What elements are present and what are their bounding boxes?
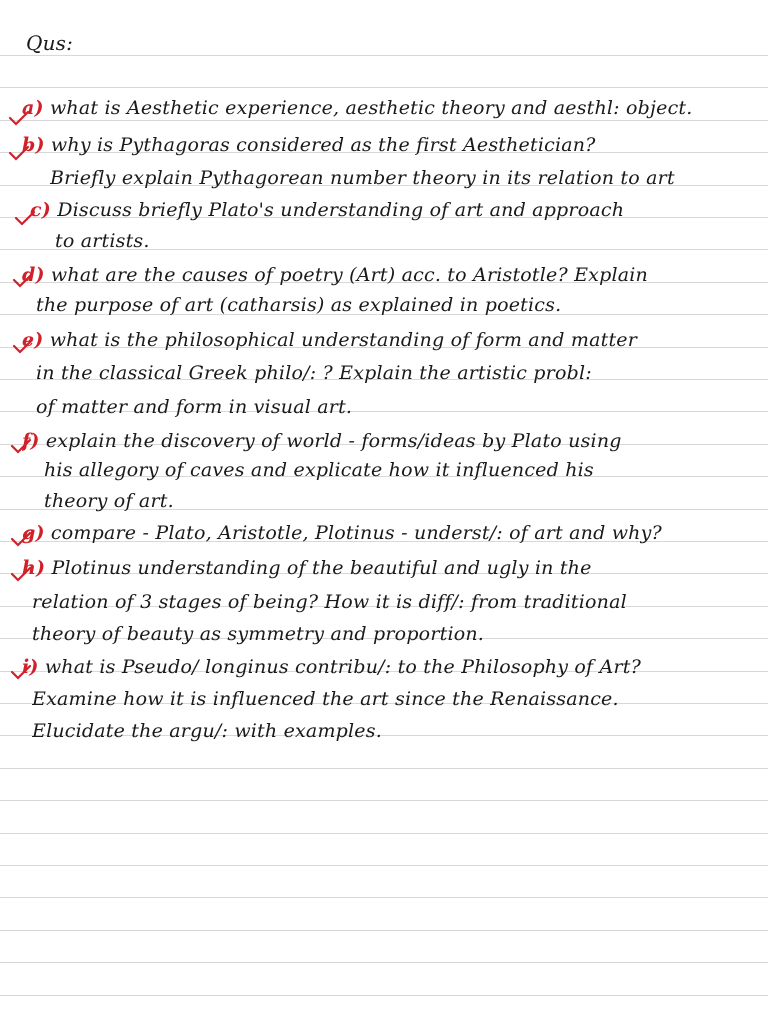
question-text: what is Aesthetic experience, aesthetic theory and aesthl: object. [43, 97, 693, 119]
check-mark-icon [10, 438, 32, 454]
question-i-line-1 [22, 654, 768, 680]
question-text: explain the discovery of world - forms/ideas by Plato using [39, 430, 622, 452]
question-d-line-1 [22, 262, 768, 288]
check-mark-icon [8, 110, 30, 126]
question-f-line-1 [22, 428, 768, 454]
question-marker: d) [22, 264, 45, 286]
question-text: the purpose of art (catharsis) as explained in poetics. [36, 294, 562, 316]
question-marker: h) [22, 557, 46, 579]
question-c-line-1 [30, 197, 768, 223]
question-text: compare - Plato, Aristotle, Plotinus - underst/: of art and why? [44, 522, 662, 544]
question-text: what is the philosophical understanding of form and matter [43, 329, 638, 351]
question-text: in the classical Greek philo/: ? Explain the artistic probl: [36, 362, 592, 384]
question-text: Briefly explain Pythagorean number theory in its relation to art [50, 167, 675, 189]
question-text: to artists. [55, 230, 150, 252]
question-marker: b) [22, 134, 45, 156]
page-heading: Qus: [26, 31, 74, 55]
check-mark-icon [10, 531, 32, 547]
question-marker: g) [22, 522, 45, 544]
question-text: what is Pseudo/ longinus contribu/: to the Philosophy of Art? [38, 656, 641, 678]
question-marker: i) [22, 656, 39, 678]
ruled-line [0, 995, 768, 996]
ruled-line [0, 800, 768, 801]
question-marker: a) [22, 97, 44, 119]
question-i-line-3 [32, 718, 768, 744]
question-marker: f) [22, 430, 40, 452]
question-h-line-3 [32, 621, 768, 647]
question-marker: c) [30, 199, 51, 221]
check-mark-icon [8, 145, 30, 161]
check-mark-icon [10, 566, 32, 582]
question-f-line-2 [44, 457, 768, 483]
ruled-line [0, 768, 768, 769]
question-text: Discuss briefly Plato's understanding of art and approach [50, 199, 625, 221]
question-c-line-2 [55, 228, 768, 254]
question-text: Plotinus understanding of the beautiful and ugly in the [45, 557, 592, 579]
check-mark-icon [10, 664, 32, 680]
question-g-line-1 [22, 520, 768, 546]
question-f-line-3 [44, 488, 768, 514]
question-e-line-1 [22, 327, 768, 353]
question-b-line-1 [22, 132, 768, 158]
question-text: Elucidate the argu/: with examples. [32, 720, 382, 742]
check-mark-icon [14, 210, 36, 226]
question-h-line-2 [32, 589, 768, 615]
question-h-line-1 [22, 555, 768, 581]
question-e-line-3 [36, 394, 768, 420]
question-d-line-2 [36, 292, 768, 318]
question-i-line-2 [32, 686, 768, 712]
question-text: of matter and form in visual art. [36, 396, 353, 418]
check-mark-icon [12, 338, 34, 354]
question-e-line-2 [36, 360, 768, 386]
question-text: Examine how it is influenced the art since the Renaissance. [32, 688, 619, 710]
ruled-line [0, 833, 768, 834]
ruled-line [0, 87, 768, 88]
question-text: what are the causes of poetry (Art) acc. to Aristotle? Explain [44, 264, 648, 286]
question-b-line-2 [50, 165, 768, 191]
ruled-line [0, 930, 768, 931]
question-text: why is Pythagoras considered as the first Aesthetician? [44, 134, 596, 156]
ruled-line [0, 865, 768, 866]
question-text: theory of beauty as symmetry and proportion. [32, 623, 485, 645]
check-mark-icon [12, 272, 34, 288]
ruled-line [0, 962, 768, 963]
question-text: his allegory of caves and explicate how it influenced his [44, 459, 594, 481]
question-text: theory of art. [44, 490, 174, 512]
question-text: relation of 3 stages of being? How it is diff/: from traditional [32, 591, 627, 613]
ruled-line [0, 897, 768, 898]
question-a-line-1 [22, 95, 768, 121]
question-marker: e) [22, 329, 44, 351]
